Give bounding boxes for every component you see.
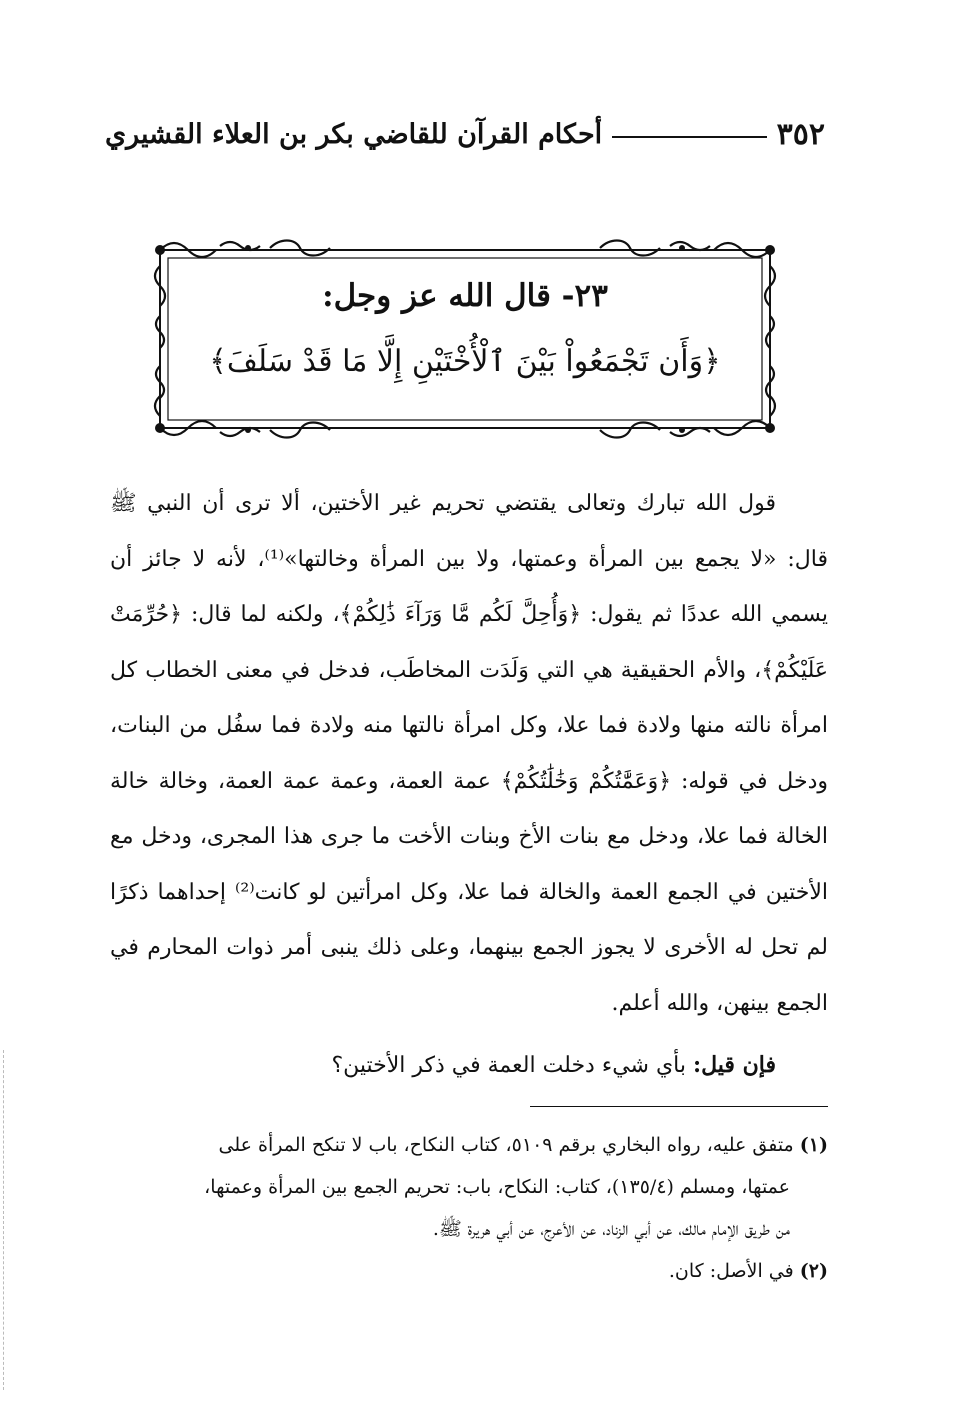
footnote-2-text: في الأصل: كان. bbox=[668, 1260, 794, 1282]
body-paragraph: قول الله تبارك وتعالى يقتضي تحريم غير الأختين، ألا ترى أن النبي ﷺ قال: «لا يجمع بين المرأة وعمتها، ولا بين المرأة وخالتها»⁽¹⁾، لأنه لا جائز أن يسمي الله عددًا ثم يقول: ﴿وَأُحِلَّ لَكُم مَّا وَرَآءَ ذَٰلِكُمْ﴾، ولكنه لما قال: ﴿حُرِّمَتْ عَلَيْكُمْ﴾، والأم الحقيقية هي التي وَلَدَت المخاطَب، فدخل في معنى الخطاب كل امرأة نالته منها ولادة فما علا، وكل امرأة نالتها منه ولادة فما سفُل من البنات، ودخل في قوله: ﴿وَعَمَّٰتُكُمْ وَخَٰلَٰتُكُمْ﴾ عمة العمة، وعمة عمة العمة، وخالة خالة الخالة فما علا، ودخل مع بنات الأخ وبنات الأخت ما جرى هذا المجرى، ودخل مع الأختين في الجمع العمة والخالة فما علا، وكل امرأتين لو كانت⁽²⁾ إحداهما ذكرًا لم تحل له الأخرى لا يجوز الجمع بينهما، وعلى ذلك ينبى أمر ذوات المحارم في الجمع بينهن، والله أعلم. bbox=[110, 491, 828, 1016]
page-number: ٣٥٢ bbox=[776, 116, 825, 152]
footnote-1-line-3: من طريق الإمام مالك، عن أبي الزناد، عن الأعرج، عن أبي هريرة ﷺ. bbox=[432, 1218, 790, 1240]
frame-text bbox=[150, 236, 780, 442]
chapter-verse: ﴿وَأَن تَجْمَعُواْ بَيْنَ ٱلْأُخْتَيْنِ إِلَّا مَا قَدْ سَلَفَ﴾ bbox=[209, 344, 721, 379]
footnotes bbox=[110, 1124, 828, 1292]
scan-edge-mark bbox=[3, 1050, 5, 1390]
running-header bbox=[105, 112, 825, 156]
question-label: فإن قيل: bbox=[693, 1052, 776, 1078]
header-rule bbox=[612, 136, 767, 138]
chapter-frame bbox=[150, 236, 780, 442]
footnote-2 bbox=[110, 1250, 828, 1292]
footnote-1-line-1: متفق عليه، رواه البخاري برقم ٥١٠٩، كتاب النكاح، باب لا تنكح المرأة على bbox=[218, 1134, 794, 1156]
running-title: أحكام القرآن للقاضي بكر بن العلاء القشيري bbox=[105, 118, 603, 150]
question-line bbox=[110, 1040, 776, 1091]
chapter-heading: ٢٣- قال الله عز وجل: bbox=[322, 278, 608, 314]
footnote-2-number: (٢) bbox=[799, 1260, 828, 1282]
body-text bbox=[110, 476, 828, 1031]
question-text: بأي شيء دخلت العمة في ذكر الأختين؟ bbox=[331, 1053, 687, 1078]
footnote-separator bbox=[530, 1106, 828, 1107]
footnote-1-number: (١) bbox=[799, 1134, 828, 1156]
footnote-1 bbox=[110, 1124, 828, 1166]
footnote-1-line-2: عمتها، ومسلم (١٣٥/٤)، كتاب: النكاح، باب: تحريم الجمع بين المرأة وعمتها، bbox=[204, 1176, 790, 1198]
